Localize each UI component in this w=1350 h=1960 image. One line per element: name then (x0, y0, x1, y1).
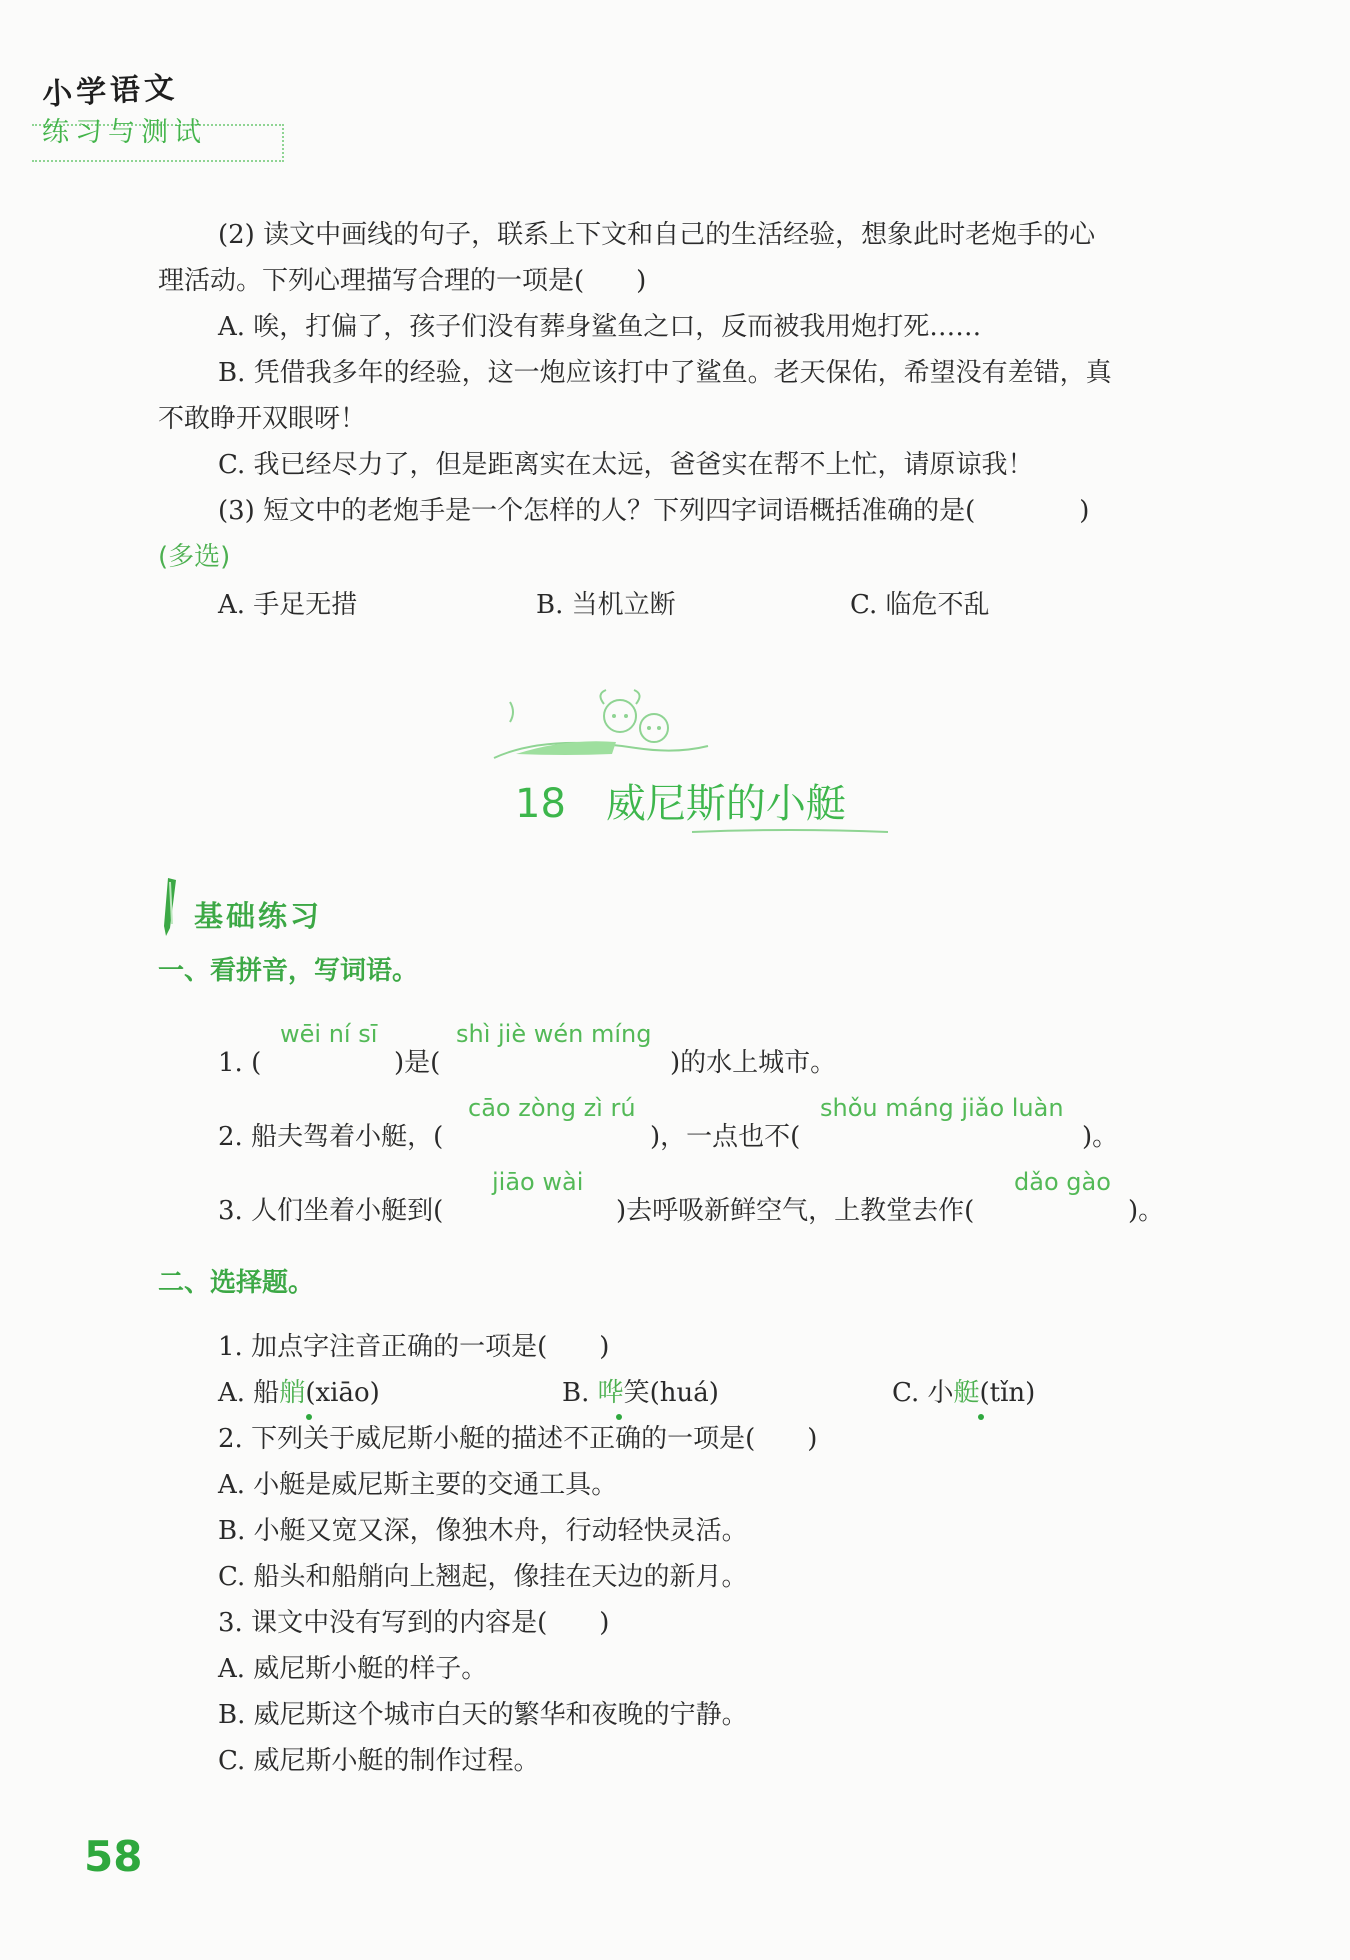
s2-q2: 2. 下列关于威尼斯小艇的描述不正确的一项是( ) (218, 1424, 818, 1454)
q2-option-b-line1: B. 凭借我多年的经验，这一炮应该打中了鲨鱼。老天保佑，希望没有差错，真 (218, 358, 1112, 388)
s1-item1-end: )的水上城市。 (670, 1048, 837, 1078)
section2-title: 二、选择题。 (158, 1268, 315, 1298)
dotted-char-a: 艄 (279, 1378, 306, 1408)
s2-q2-option-b: B. 小艇又宽又深，像独木舟，行动轻快灵活。 (218, 1516, 748, 1546)
s2-q1-option-b (562, 1376, 719, 1410)
book-title: 小学语文 (41, 70, 180, 113)
option-a-pinyin: (xiāo) (305, 1378, 380, 1408)
s1-item2-end: )。 (1082, 1122, 1119, 1152)
s2-q1-option-a (218, 1376, 380, 1410)
s1-item3-mid: )去呼吸新鲜空气，上教堂去作( (616, 1196, 975, 1226)
pinyin-shoumangjiaoluan: shǒu máng jiǎo luàn (820, 1094, 1064, 1122)
s1-item3-end: )。 (1128, 1196, 1165, 1226)
lesson-title: 威尼斯的小艇 (605, 781, 846, 827)
q3-multi-select-note: (多选) (158, 542, 231, 572)
s2-q3-option-a: A. 威尼斯小艇的样子。 (218, 1654, 488, 1684)
s2-q1: 1. 加点字注音正确的一项是( ) (218, 1332, 610, 1362)
q2-option-b-line2: 不敢睁开双眼呀！ (158, 404, 367, 434)
book-subtitle: 练习与测试 (42, 117, 207, 148)
emphasis-dot (306, 1414, 312, 1420)
pinyin-jiaowai: jiāo wài (492, 1168, 584, 1196)
s2-q1-option-c (892, 1376, 1035, 1410)
option-c-pinyin: (tǐn) (979, 1378, 1036, 1408)
emphasis-dot (616, 1414, 622, 1420)
q3-line1: (3) 短文中的老炮手是一个怎样的人？下列四字词语概括准确的是( ) (218, 496, 1090, 526)
pinyin-caozongziru: cāo zòng zì rú (468, 1094, 636, 1122)
pencil-icon (158, 876, 182, 938)
pinyin-shijiewenming: shì jiè wén míng (456, 1020, 652, 1048)
lesson-heading (515, 772, 846, 829)
pinyin-weinisi: wēi ní sī (280, 1020, 378, 1048)
s1-item1-start: 1. ( (218, 1048, 262, 1078)
s1-item2-start: 2. 船夫驾着小艇，( (218, 1122, 444, 1152)
q3-option-a: A. 手足无措 (218, 590, 358, 620)
q2-line2: 理活动。下列心理描写合理的一项是( ) (158, 266, 647, 296)
section1-title: 一、看拼音，写词语。 (158, 956, 419, 986)
q2-line1: (2) 读文中画线的句子，联系上下文和自己的生活经验，想象此时老炮手的心 (218, 220, 1096, 250)
s2-q3-option-b: B. 威尼斯这个城市白天的繁华和夜晚的宁静。 (218, 1700, 748, 1730)
option-c-prefix: C. 小 (892, 1378, 954, 1408)
s1-item2-mid: )，一点也不( (650, 1122, 801, 1152)
s2-q2-option-a: A. 小艇是威尼斯主要的交通工具。 (218, 1470, 618, 1500)
lesson-number: 18 (515, 781, 566, 827)
basic-practice-heading: 基础练习 (194, 899, 323, 933)
q3-option-b: B. 当机立断 (536, 590, 676, 620)
q2-option-a: A. 唉，打偏了，孩子们没有葬身鲨鱼之口，反而被我用炮打死…… (218, 312, 982, 342)
q3-option-c: C. 临危不乱 (850, 590, 990, 620)
q2-option-c: C. 我已经尽力了，但是距离实在太远，爸爸实在帮不上忙，请原谅我！ (218, 450, 1034, 480)
s2-q3: 3. 课文中没有写到的内容是( ) (218, 1608, 610, 1638)
pinyin-daogao: dǎo gào (1014, 1168, 1111, 1196)
s1-item1-mid: )是( (394, 1048, 441, 1078)
s2-q3-option-c: C. 威尼斯小艇的制作过程。 (218, 1746, 540, 1776)
option-b-pinyin: 笑(huá) (623, 1378, 719, 1408)
kids-illustration (486, 676, 716, 772)
lesson-underline (690, 826, 890, 836)
emphasis-dot (978, 1414, 984, 1420)
s2-q2-option-c: C. 船头和船艄向上翘起，像挂在天边的新月。 (218, 1562, 748, 1592)
option-a-prefix: A. 船 (218, 1378, 280, 1408)
dotted-char-c: 艇 (953, 1378, 980, 1408)
s1-item3-start: 3. 人们坐着小艇到( (218, 1196, 444, 1226)
page-number: 58 (84, 1832, 143, 1881)
dotted-char-b: 哗 (597, 1378, 624, 1408)
option-b-prefix: B. (562, 1378, 598, 1408)
